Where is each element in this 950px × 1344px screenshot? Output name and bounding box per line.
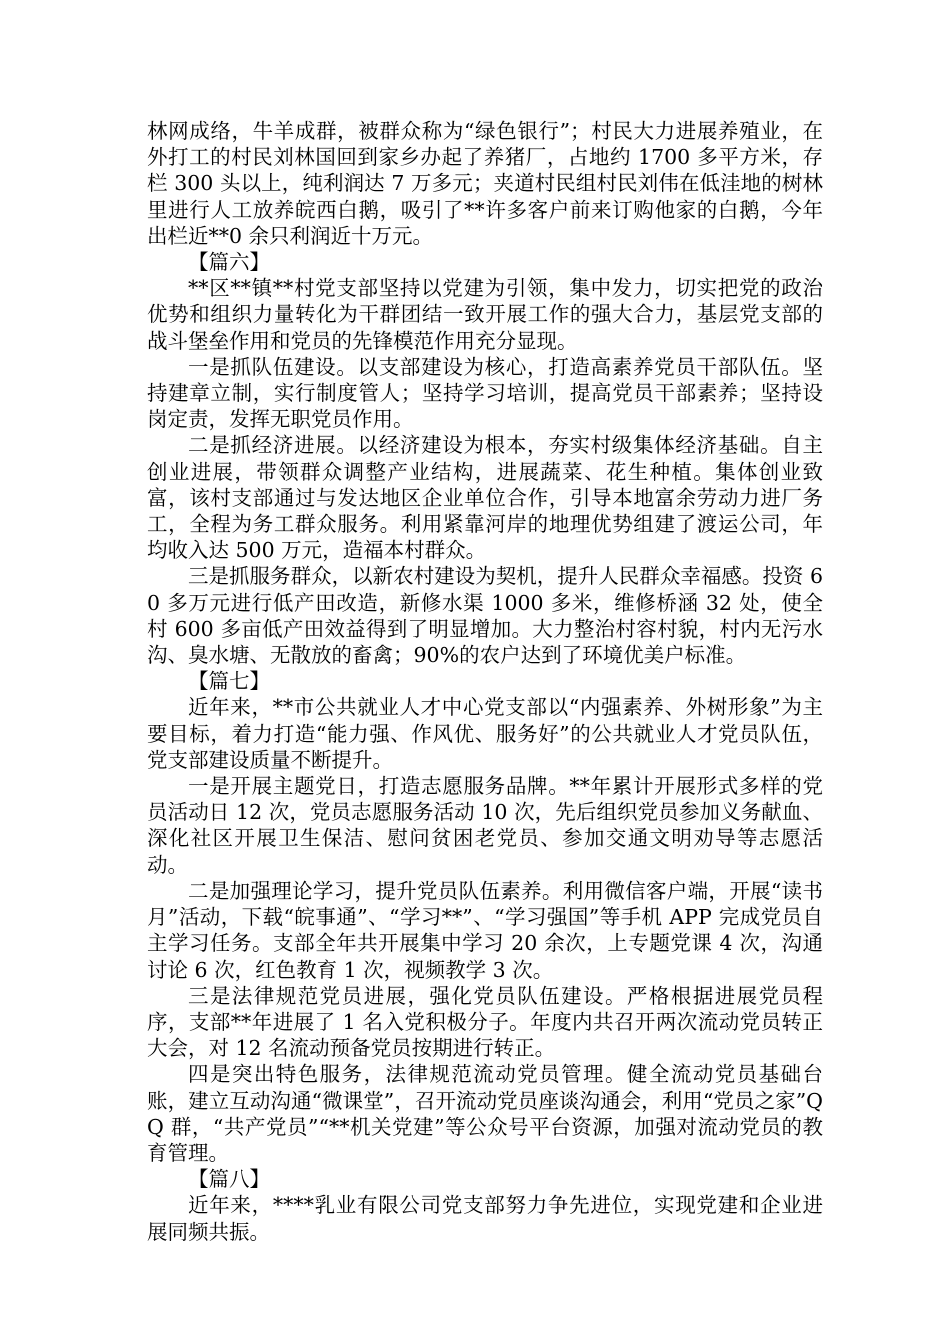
section-heading-8: 【篇八】 — [188, 1167, 270, 1192]
paragraph: 近年来，****乳业有限公司党支部努力争先进位，实现党建和企业进展同频共振。 — [147, 1193, 823, 1244]
section-heading-7: 【篇七】 — [188, 669, 270, 694]
paragraph: 三是法律规范党员进展，强化党员队伍建设。严格根据进展党员程序，支部**年进展了 1 名入党积极分子。年度内共召开两次流动党员转正大会，对 12 名流动预备党员按期进行转正。 — [147, 983, 823, 1061]
paragraph: 二是抓经济进展。以经济建设为根本，夯实村级集体经济基础。自主创业进展，带领群众调整产业结构，进展蔬菜、花生种植。集体创业致富，该村支部通过与发达地区企业单位合作，引导本地富余劳动力进厂务工，全程为务工群众服务。利用紧靠河岸的地理优势组建了渡运公司，年均收入达 500 万元，造福本村群众。 — [147, 433, 823, 563]
paragraph: 一是抓队伍建设。以支部建设为核心，打造高素养党员干部队伍。坚持建章立制，实行制度管人；坚持学习培训，提高党员干部素养；坚持设岗定责，发挥无职党员作用。 — [147, 354, 823, 432]
paragraph: 四是突出特色服务，法律规范流动党员管理。健全流动党员基础台账，建立互动沟通“微课堂”，召开流动党员座谈沟通会，利用“党员之家”QQ 群，“共产党员”“**机关党建”等公众号平台资源，加强对流动党员的教育管理。 — [147, 1062, 823, 1165]
paragraph: 近年来，**市公共就业人才中心党支部以“内强素养、外树形象”为主要目标，着力打造“能力强、作风优、服务好”的公共就业人才党员队伍，党支部建设质量不断提升。 — [147, 695, 823, 772]
paragraph: 二是加强理论学习，提升党员队伍素养。利用微信客户端，开展“读书月”活动，下载“皖事通”、“学习**”、“学习强国”等手机 APP 完成党员自主学习任务。支部全年共开展集中学习 20 余次，上专题党课 4 次，沟通讨论 6 次，红色教育 1 次，视频教学 3 次。 — [147, 878, 823, 982]
paragraph: 三是抓服务群众，以新农村建设为契机，提升人民群众幸福感。投资 60 多万元进行低产田改造，新修水渠 1000 多米，维修桥涵 32 处，使全村 600 多亩低产田效益得到了明显增加。大力整治村容村貌，村内无污水沟、臭水塘、无散放的畜禽；90%的农户达到了环境优美户标准。 — [147, 564, 823, 668]
paragraph-continuation: 林网成络，牛羊成群，被群众称为“绿色银行”；村民大力进展养殖业，在外打工的村民刘林国回到家乡办起了养猪厂，占地约 1700 多平方米，存栏 300 头以上，纯利润达 7 万多元；夹道村民组村民刘伟在低洼地的树林里进行人工放养皖西白鹅，吸引了**许多客户前来订购他家的白鹅，今年出栏近**0 余只利润近十万元。 — [147, 119, 823, 248]
paragraph: 一是开展主题党日，打造志愿服务品牌。**年累计开展形式多样的党员活动日 12 次，党员志愿服务活动 10 次，先后组织党员参加义务献血、深化社区开展卫生保洁、慰问贫困老党员、参加交通文明劝导等志愿活动。 — [147, 774, 823, 877]
document-body — [147, 118, 823, 1245]
paragraph: **区**镇**村党支部坚持以党建为引领，集中发力，切实把党的政治优势和组织力量转化为干群团结一致开展工作的强大合力，基层党支部的战斗堡垒作用和党员的先锋模范作用充分显现。 — [147, 276, 823, 353]
section-heading-6: 【篇六】 — [188, 250, 270, 275]
